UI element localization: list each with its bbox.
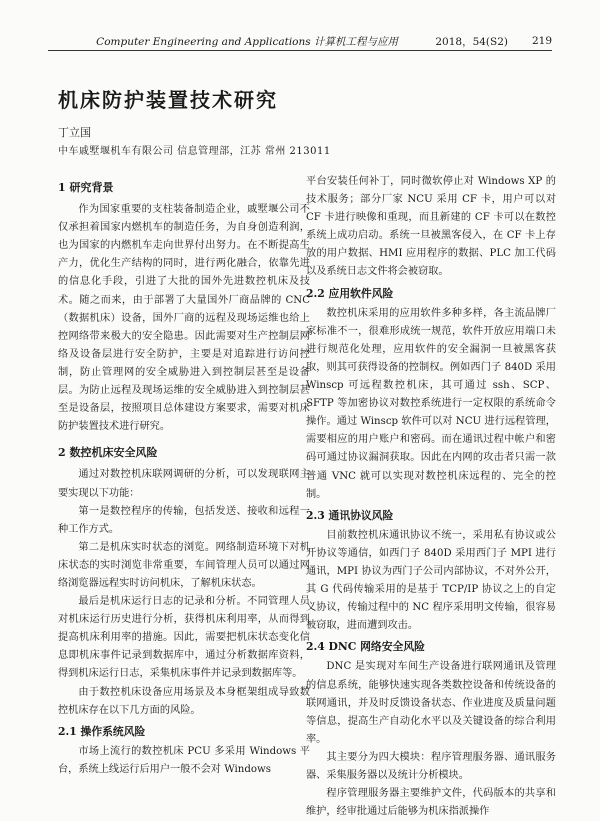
paragraph: DNC 是实现对车间生产设备进行联网通讯及管理的信息系统，能够快速实现各类数控设备和传统设备的联网通讯，并及时反馈设备状态、作业进度及质量问题等信息，提高生产自动化水平以及关键设备的综合利用率。 [306,661,556,745]
subsection-heading: 2.1 操作系统风险 [58,724,146,738]
paragraph: 由于数控机床设备应用场景及本身框架组成导致数控机床存在以下几方面的风险。 [58,686,310,716]
running-header [48,32,552,50]
paragraph: 平台安装任何补丁，同时微软停止对 Windows XP 的技术服务；部分厂家 NCU 采用 CF 卡，用户可以对 CF 卡进行映像和重现，而且新建的 CF 卡可以在数控系统上成功启动。系统一旦被黑客侵入，在 CF 卡上存放的用户数据、HMI 应用程序的数据、PLC 加工代码以及系统日志文件将会被窃取。 [306,176,556,278]
paragraph: 目前数控机床通讯协议不统一，采用私有协议或公开协议等通信，如西门子 840D 采用西门子 MPI 进行通讯，MPI 协议为西门子公司内部协议，不对外公开，其 G 代码传输采用的是基于 TCP/IP 协议之上的自定义协议，传输过程中的 NC 程序采用明文传输，很容易被窃取，进而遭到攻击。 [306,529,556,632]
subsection-heading: 2.4 DNC 网络安全风险 [306,640,425,654]
paragraph: 数控机床采用的应用软件多种多样，各主流品牌厂家标准不一，很难形成统一规范，软件开放应用端口未进行规范化处理，应用软件的安全漏洞一旦被黑客获取，则其可获得设备的控制权。例如西门子 840D 采用 Winscp 可远程数控机床，其可通过 ssh、SCP、SFTP 等加密协议对数控系统进行一定权限的系统命令操作。通过 Winscp 软件可以对 NCU 进行远程管理，需要相应的用户账户和密码。而在通讯过程中帐户和密码可通过协议漏洞获取。因此在内网的攻击者只需一款普通 VNC 就可以实现对数控机床远程的、完全的控制。 [306,307,556,500]
section-heading: 1 研究背景 [58,181,114,194]
paragraph: 通过对数控机床联网调研的分析，可以发现联网主要实现以下功能： [58,469,310,499]
left-column [58,173,310,779]
section-heading: 2 数控机床安全风险 [58,446,158,460]
page-number: 219 [531,35,552,47]
paragraph: 市场上流行的数控机床 PCU 多采用 Windows 平台，系统上线运行后用户一般不会对 Windows [58,745,310,775]
issue-info: 2018，54(S2) [435,35,508,48]
subsection-heading: 2.3 通讯协议风险 [306,508,394,522]
author-affiliation: 中车戚墅堰机车有限公司 信息管理部，江苏 常州 213011 [58,146,331,157]
paragraph: 第二是机床实时状态的浏览。网络制造环境下对机床状态的实时浏览非常重要，车间管理人员可以通过网络浏览器远程实时访问机床，了解机床状态。 [58,541,310,589]
subsection-heading: 2.2 应用软件风险 [306,286,394,300]
paragraph: 作为国家重要的支柱装备制造企业，戚墅堰公司不仅承担着国家内燃机车的制造任务，为自身创造利润，也为国家的内燃机车走向世界付出努力。在不断提高生产力，优化生产结构的同时，进行两化融合，依靠先进的信息化手段，引进了大批的国外先进数控机床及技术。随之而来，由于部署了大量国外厂商品牌的 CNC（数据机床）设备，国外厂商的远程及现场运维也给上控网络带来极大的安全隐患。因此需要对生产控制层网络及设备层进行安全防护，主要是对追踪进行访问控制，防止管理网的安全威胁进入到控制层甚至是设备层。为防止远程及现场运维的安全威胁进入到控制层甚至是设备层，按照项目总体建设方案要求，需要对机床防护装置技术进行研究。 [58,204,310,433]
paragraph: 最后是机床运行日志的记录和分析。不同管理人员对机床运行历史进行分析，获得机床利用率，从而得到提高机床利用率的措施。因此，需要把机床状态变化信息即机床事件记录到数据库中，通过分析数据库资料，得到机床运行日志，采集机床事件并记录到数据库等。 [58,596,310,680]
paragraph: 程序管理服务器主要维护文件，代码版本的共享和维护，经审批通过后能够为机床指派操作 [306,788,556,818]
header-rule [48,50,552,51]
paper-title: 机床防护装置技术研究 [58,88,278,112]
author-name: 丁立国 [58,126,91,139]
journal-name: Computer Engineering and Applications 计算机工程与应用 [96,35,398,48]
paragraph: 其主要分为四大模块：程序管理服务器、通讯服务器、采集服务器以及统计分析模块。 [306,751,556,781]
right-column [306,173,556,821]
paragraph: 第一是数控程序的传输，包括发送、接收和远程一种工作方式。 [58,505,310,535]
